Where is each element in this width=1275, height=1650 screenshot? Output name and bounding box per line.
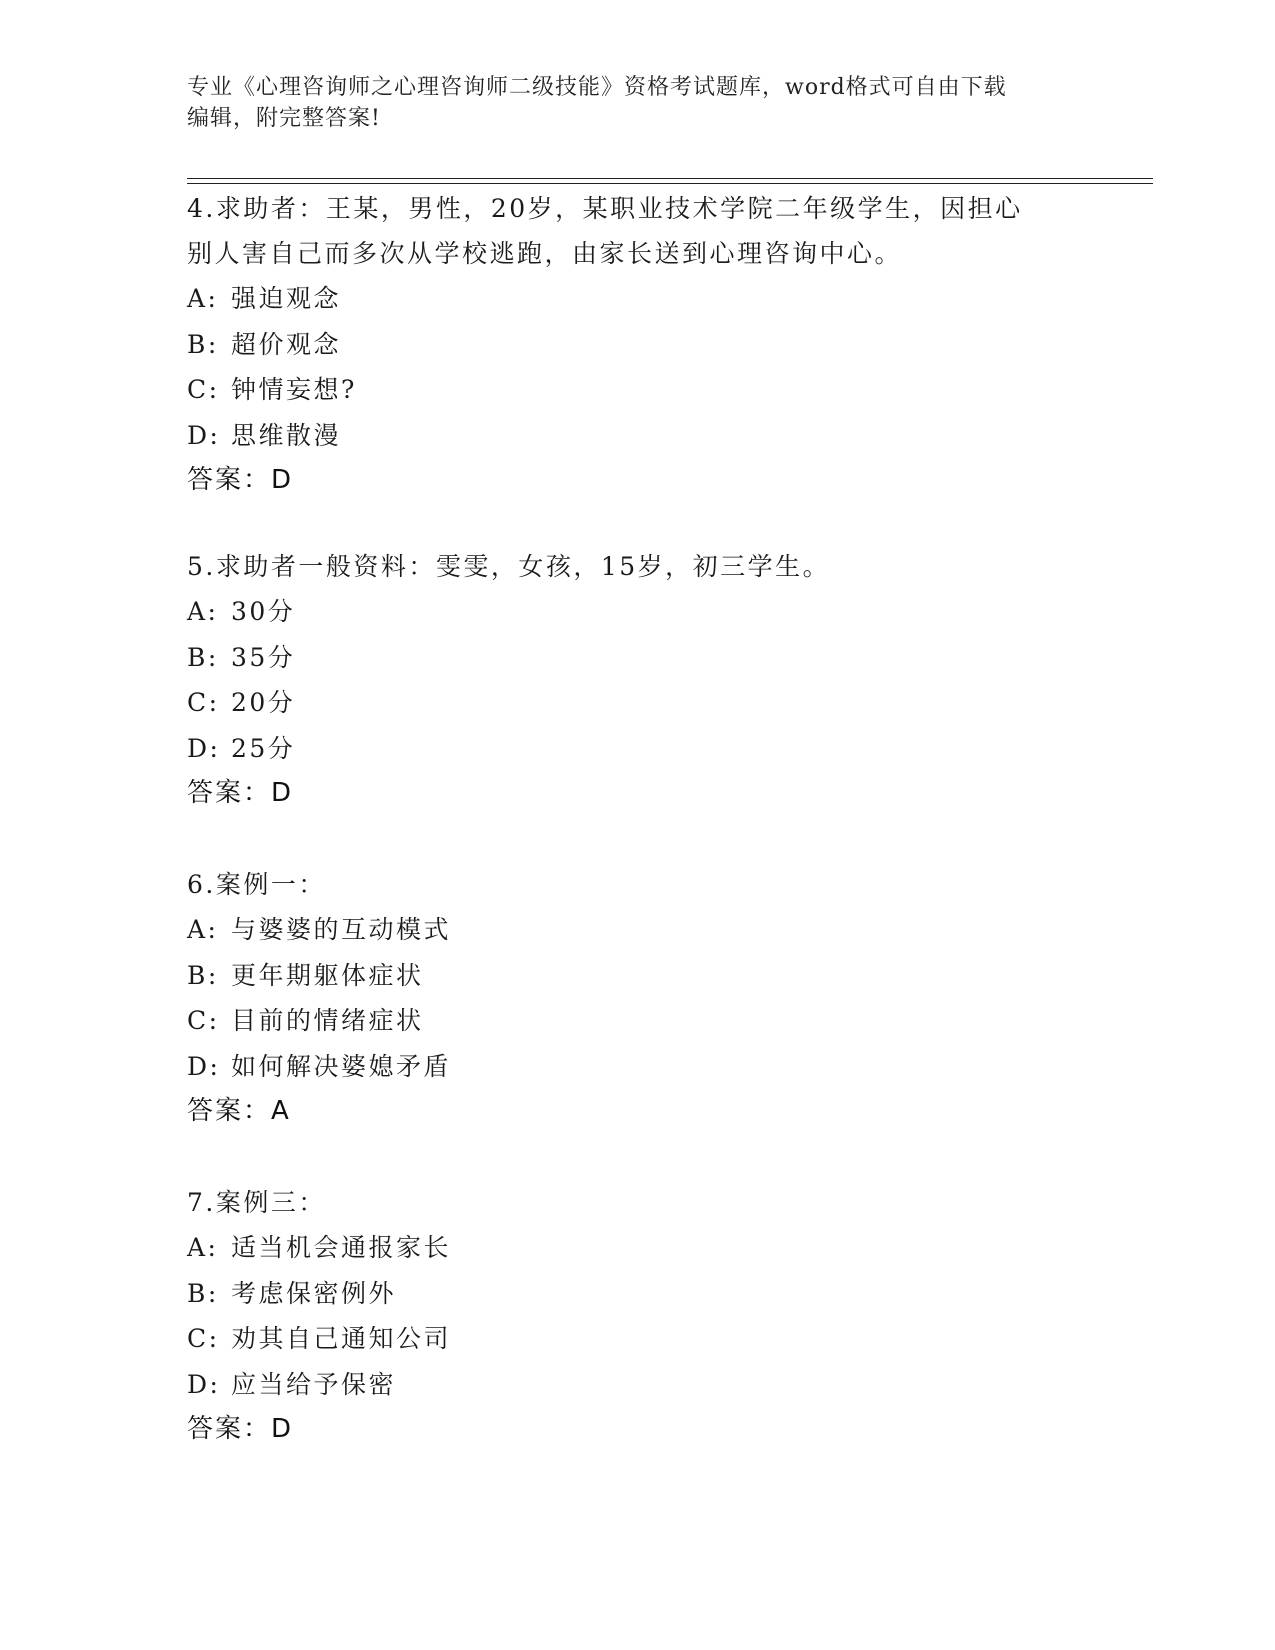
option-letter: B: <box>187 329 219 359</box>
option-text: 适当机会通报家长 <box>231 1233 452 1262</box>
option-letter: B: <box>187 960 219 990</box>
option-c <box>187 998 1087 1044</box>
question-5 <box>187 544 1087 816</box>
question-stem: 4.求助者：王某，男性，20岁，某职业技术学院二年级学生，因担心 <box>187 194 1023 223</box>
option-c <box>187 1316 1087 1362</box>
question-6 <box>187 862 1087 1134</box>
option-letter: A: <box>187 597 219 626</box>
document-header <box>187 72 1067 134</box>
option-c <box>187 680 1087 726</box>
option-c <box>187 367 1087 413</box>
option-letter: C: <box>187 375 220 404</box>
option-letter: D: <box>187 733 221 763</box>
option-a <box>187 1225 1087 1271</box>
option-letter: C: <box>187 1006 220 1035</box>
header-intro-line-2: 编辑，附完整答案! <box>187 106 381 131</box>
option-text: 25分 <box>231 733 296 763</box>
option-text: 钟情妄想? <box>231 375 357 404</box>
option-letter: A: <box>187 284 219 313</box>
answer-label: 答案：D <box>187 1414 294 1444</box>
answer-label: 答案：A <box>187 1096 291 1126</box>
header-divider-top <box>187 178 1153 179</box>
option-text: 35分 <box>231 642 296 672</box>
answer-label: 答案：D <box>187 778 294 808</box>
option-a <box>187 907 1087 953</box>
option-text: 目前的情绪症状 <box>231 1006 424 1035</box>
option-text: 考虑保密例外 <box>231 1278 397 1308</box>
option-letter: D: <box>187 420 221 450</box>
option-text: 应当给予保密 <box>231 1369 397 1399</box>
option-letter: B: <box>187 642 219 672</box>
option-letter: C: <box>187 688 220 717</box>
option-d <box>187 1044 1087 1090</box>
option-a <box>187 589 1087 635</box>
option-letter: A: <box>187 1233 219 1262</box>
option-text: 超价观念 <box>231 329 342 359</box>
option-letter: B: <box>187 1278 219 1308</box>
option-text: 30分 <box>231 597 296 626</box>
option-d <box>187 726 1087 772</box>
header-intro-line-1: 专业《心理咨询师之心理咨询师二级技能》资格考试题库，word格式可自由下载 <box>187 75 1007 100</box>
option-b <box>187 1271 1087 1317</box>
option-letter: D: <box>187 1369 221 1399</box>
option-text: 20分 <box>231 688 296 717</box>
option-a <box>187 276 1087 322</box>
header-divider-bottom <box>187 183 1153 184</box>
option-d <box>187 1362 1087 1408</box>
question-stem: 7.案例三： <box>187 1188 326 1217</box>
option-b <box>187 322 1087 368</box>
question-stem-continued: 别人害自己而多次从学校逃跑，由家长送到心理咨询中心。 <box>187 239 903 268</box>
question-7 <box>187 1180 1087 1452</box>
question-stem: 5.求助者一般资料：雯雯，女孩，15岁，初三学生。 <box>187 552 831 581</box>
answer-label: 答案：D <box>187 465 294 495</box>
option-text: 劝其自己通知公司 <box>231 1324 452 1353</box>
question-stem: 6.案例一： <box>187 870 326 899</box>
option-letter: D: <box>187 1051 221 1081</box>
option-text: 思维散漫 <box>231 420 342 450</box>
option-letter: A: <box>187 915 219 944</box>
option-text: 更年期躯体症状 <box>231 960 424 990</box>
option-b <box>187 635 1087 681</box>
option-text: 与婆婆的互动模式 <box>231 915 452 944</box>
option-b <box>187 953 1087 999</box>
option-text: 如何解决婆媳矛盾 <box>231 1051 452 1081</box>
option-d <box>187 413 1087 459</box>
option-letter: C: <box>187 1324 220 1353</box>
option-text: 强迫观念 <box>231 284 342 313</box>
question-4 <box>187 186 1087 503</box>
